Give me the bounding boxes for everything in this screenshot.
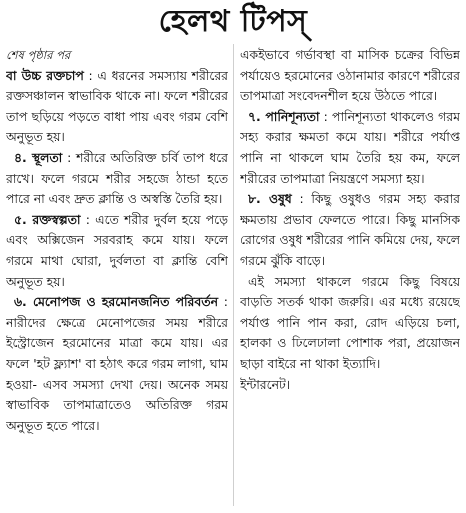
article-title: হেলথ টিপস্: [158, 4, 308, 39]
section-text: : কিছু ওষুধও গরম সহ্য করার ক্ষমতায় প্রভাব ফেলতে পারে। কিছু মানসিক রোগের ওষুধ শরীরের পানি কমিয়ে দেয়, ফলে গরমে ঝুঁকি বাড়ে।: [240, 191, 460, 268]
section-heading: ৬. মেনোপজ ও হরমোনজনিত পরিবর্তন: [14, 294, 218, 310]
section-medicine: [240, 189, 460, 271]
section-blood-pressure: [6, 66, 228, 148]
section-menopause: [6, 292, 228, 436]
section-dehydration: [240, 107, 460, 189]
section-text: : এতে শরীর দুর্বল হয়ে পড়ে এবং অক্সিজেন সরবরাহ কমে যায়। ফলে গরমে মাথা ঘোরা, দুর্বলতা বা ক্লান্তি বেশি অনুভূত হয়।: [6, 211, 228, 289]
section-text: : নারীদের ক্ষেত্রে মেনোপজের সময় শরীরে ইস্ট্রোজেন হরমোনের মাত্রা কমে যায়। এর ফলে 'হট ফ্ল্যাশ' বা হঠাৎ করে গরম লাগা, ঘাম হওয়া- এসব সমস্যা দেখা দেয়। অনেক সময় স্বাভাবিক তাপমাত্রাতেও অতিরিক্ত গরম অনুভূত হতে পারে।: [6, 294, 228, 433]
column-divider: [233, 44, 234, 506]
left-column: [6, 45, 228, 507]
section-text: : এ ধরনের সমস্যায় শরীরের রক্তসঞ্চালন স্বাভাবিক থাকে না। ফলে শরীরের তাপ ছড়িয়ে পড়তে বাধা পায় এবং গরম বেশি অনুভূত হয়।: [6, 67, 228, 145]
continued-note: শেষ পৃষ্ঠার পর: [6, 48, 71, 62]
source-credit: ইন্টারনেট।: [240, 376, 291, 392]
paragraph-pregnancy: একইভাবে গর্ভাবস্থা বা মাসিক চক্রের বিভিন্ন পর্যায়েও হরমোনের ওঠানামার কারণে শরীরের তাপমাত্রা সংবেদনশীল হয়ে উঠতে পারে।: [240, 47, 460, 104]
section-text: : শরীরে অতিরিক্ত চর্বি তাপ ধরে রাখে। ফলে গরমে শরীর সহজে ঠান্ডা হতে পারে না এবং দ্রুত ক্লান্তি ও অস্বস্তি তৈরি হয়।: [6, 149, 228, 207]
section-anemia: [6, 210, 228, 292]
section-heading: ৮. ওষুধ: [248, 191, 292, 207]
section-heading: ৪. স্থূলতা: [14, 149, 63, 165]
paragraph-precautions: এই সমস্যা থাকলে গরমে কিছু বিষয়ে বাড়তি সতর্ক থাকা জরুরি। এর মধ্যে রয়েছে পর্যাপ্ত পানি পান করা, রোদ এড়িয়ে চলা, হালকা ও ঢিলেঢালা পোশাক পরা, প্রয়োজন ছাড়া বাইরে না থাকা ইত্যাদি।: [240, 273, 460, 371]
section-heading: ৫. রক্তস্বল্পতা: [14, 211, 81, 227]
section-obesity: [6, 148, 228, 210]
section-heading: বা উচ্চ রক্তচাপ: [6, 67, 84, 83]
right-column: [240, 45, 460, 507]
section-heading: ৭. পানিশূন্যতা: [248, 108, 320, 124]
section-text: : পানিশূন্যতা থাকলেও গরম সহ্য করার ক্ষমতা কমে যায়। শরীরে পর্যাপ্ত পানি না থাকলে ঘাম তৈরি হয় কম, ফলে শরীরের তাপমাত্রা নিয়ন্ত্রণে সমস্যা হয়।: [240, 108, 460, 186]
